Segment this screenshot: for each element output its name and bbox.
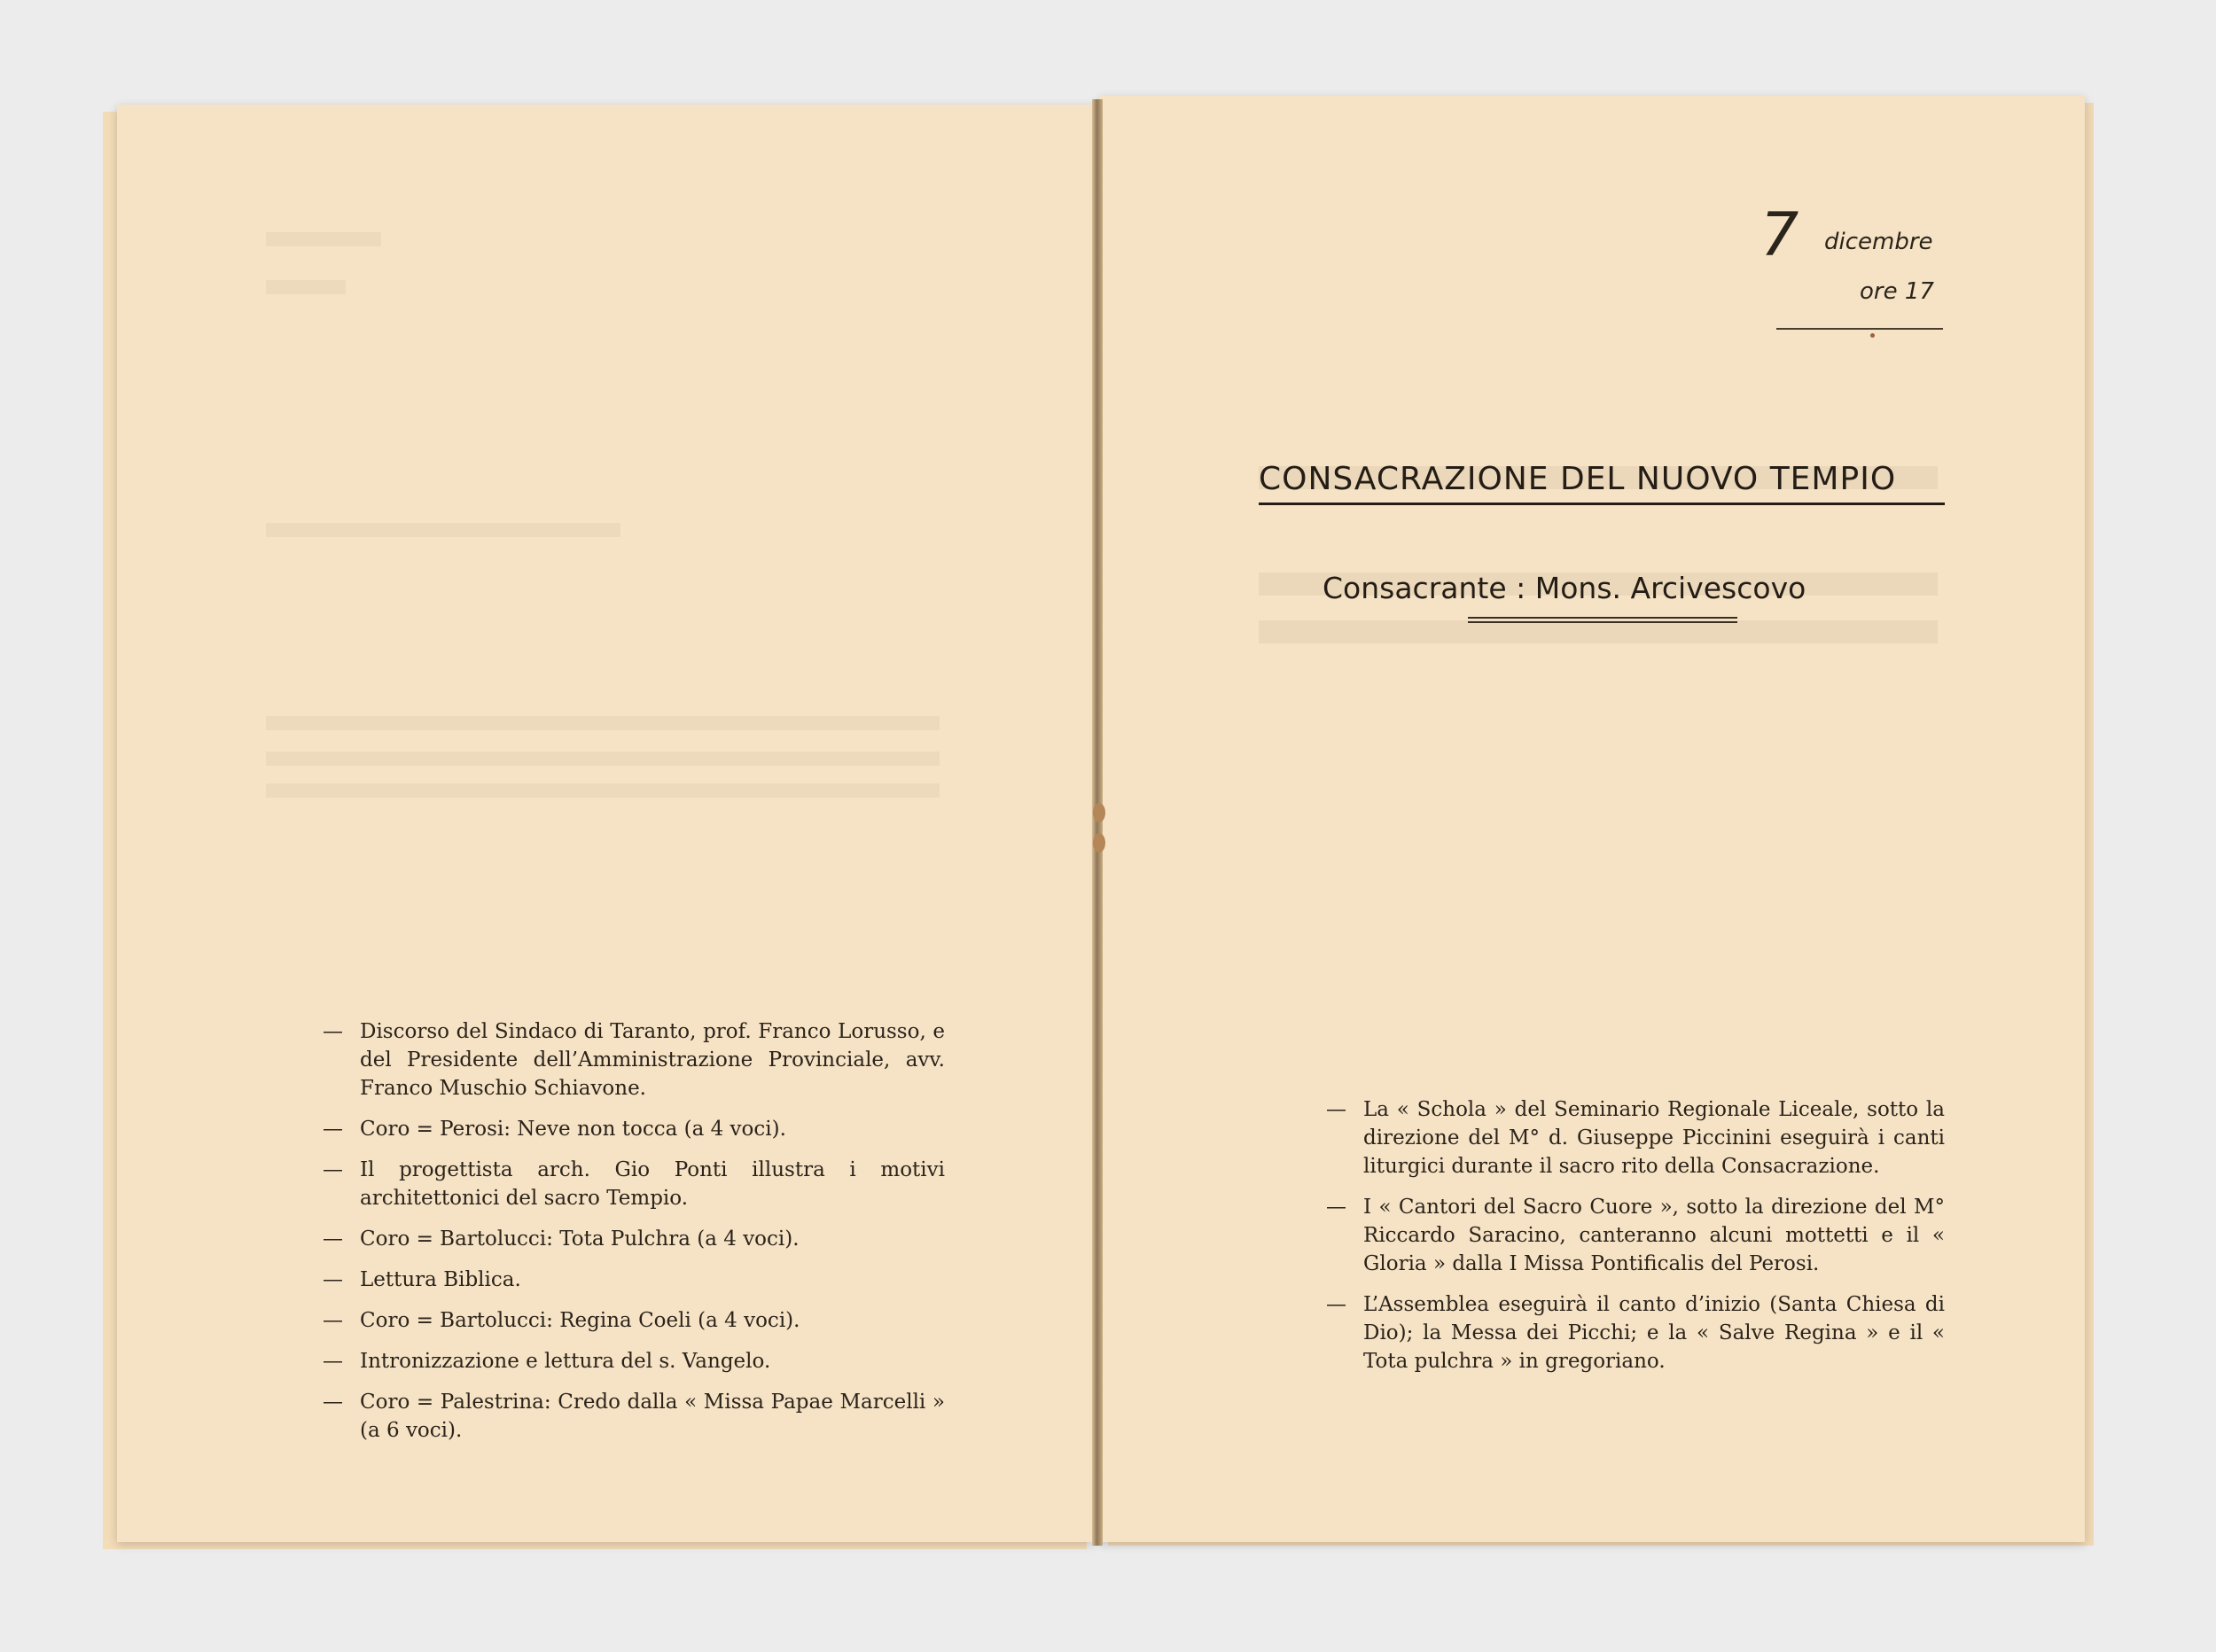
bullet-dash: — <box>1326 1293 1346 1316</box>
bullet-dash: — <box>323 1391 343 1414</box>
bullet-dash: — <box>323 1268 343 1291</box>
list-item <box>323 1347 945 1375</box>
consecrator-line: Consacrante : Mons. Arcivescovo <box>1323 571 1806 605</box>
bullet-dash: — <box>323 1350 343 1373</box>
item-text: Coro = Palestrina: Credo dalla « Missa Papae Marcelli » (a 6 voci). <box>360 1391 945 1442</box>
list-item <box>323 1017 945 1103</box>
list-item <box>1326 1095 1945 1181</box>
show-through-mark <box>266 716 940 730</box>
list-item <box>1326 1193 1945 1278</box>
show-through-mark <box>266 232 381 246</box>
list-item <box>323 1225 945 1253</box>
item-text: Lettura Biblica. <box>360 1268 521 1291</box>
bullet-dash: — <box>323 1020 343 1043</box>
bullet-dash: — <box>1326 1098 1346 1121</box>
list-item <box>1326 1290 1945 1375</box>
show-through-mark <box>266 523 620 537</box>
subtitle-double-rule <box>1468 617 1737 619</box>
bullet-dash: — <box>323 1118 343 1141</box>
show-through-mark <box>1259 620 1938 643</box>
bullet-dash: — <box>323 1227 343 1251</box>
subtitle-double-rule <box>1468 621 1737 623</box>
show-through-mark <box>266 280 346 294</box>
bullet-dash: — <box>323 1309 343 1332</box>
right-program-list <box>1326 1095 1945 1388</box>
spine-fold <box>1092 99 1103 1546</box>
list-item <box>323 1306 945 1335</box>
bullet-dash: — <box>323 1158 343 1181</box>
item-text: Discorso del Sindaco di Taranto, prof. Franco Lorusso, e del Presidente dell’Amministrazione Provinciale, avv. Franco Muschio Schiavone. <box>360 1020 945 1100</box>
item-text: Coro = Bartolucci: Regina Coeli (a 4 voci). <box>360 1309 800 1332</box>
show-through-mark <box>266 752 940 766</box>
staple-hole <box>1093 833 1105 853</box>
page-title: CONSACRAZIONE DEL NUOVO TEMPIO <box>1259 461 1897 497</box>
date-divider-dot <box>1870 333 1875 338</box>
item-text: Coro = Perosi: Neve non tocca (a 4 voci). <box>360 1118 786 1141</box>
item-text: Intronizzazione e lettura del s. Vangelo. <box>360 1350 771 1373</box>
list-item <box>323 1388 945 1445</box>
item-text: I « Cantori del Sacro Cuore », sotto la direzione del M° Riccardo Saracino, canteranno alcuni mottetti e il « Gloria » dalla I Missa Pontificalis del Perosi. <box>1363 1196 1945 1275</box>
list-item <box>323 1156 945 1212</box>
list-item <box>323 1115 945 1143</box>
staple-hole <box>1093 803 1105 822</box>
date-day: 7 <box>1760 200 1799 270</box>
title-underline <box>1259 503 1945 505</box>
show-through-mark <box>266 783 940 798</box>
item-text: L’Assemblea eseguirà il canto d’inizio (Santa Chiesa di Dio); la Messa dei Picchi; e la « Salve Regina » e il « Tota pulchra » in gregoriano. <box>1363 1293 1945 1373</box>
event-time: ore 17 <box>1860 278 1934 305</box>
item-text: Il progettista arch. Gio Ponti illustra i motivi architettonici del sacro Tempio. <box>360 1158 945 1210</box>
item-text: La « Schola » del Seminario Regionale Liceale, sotto la direzione del M° d. Giuseppe Piccinini eseguirà i canti liturgici durante il sacro rito della Consacrazione. <box>1363 1098 1945 1178</box>
item-text: Coro = Bartolucci: Tota Pulchra (a 4 voci). <box>360 1227 800 1251</box>
left-program-list <box>323 1017 945 1457</box>
date-divider <box>1776 328 1943 330</box>
bullet-dash: — <box>1326 1196 1346 1219</box>
date-month: dicembre <box>1824 229 1933 255</box>
list-item <box>323 1266 945 1294</box>
